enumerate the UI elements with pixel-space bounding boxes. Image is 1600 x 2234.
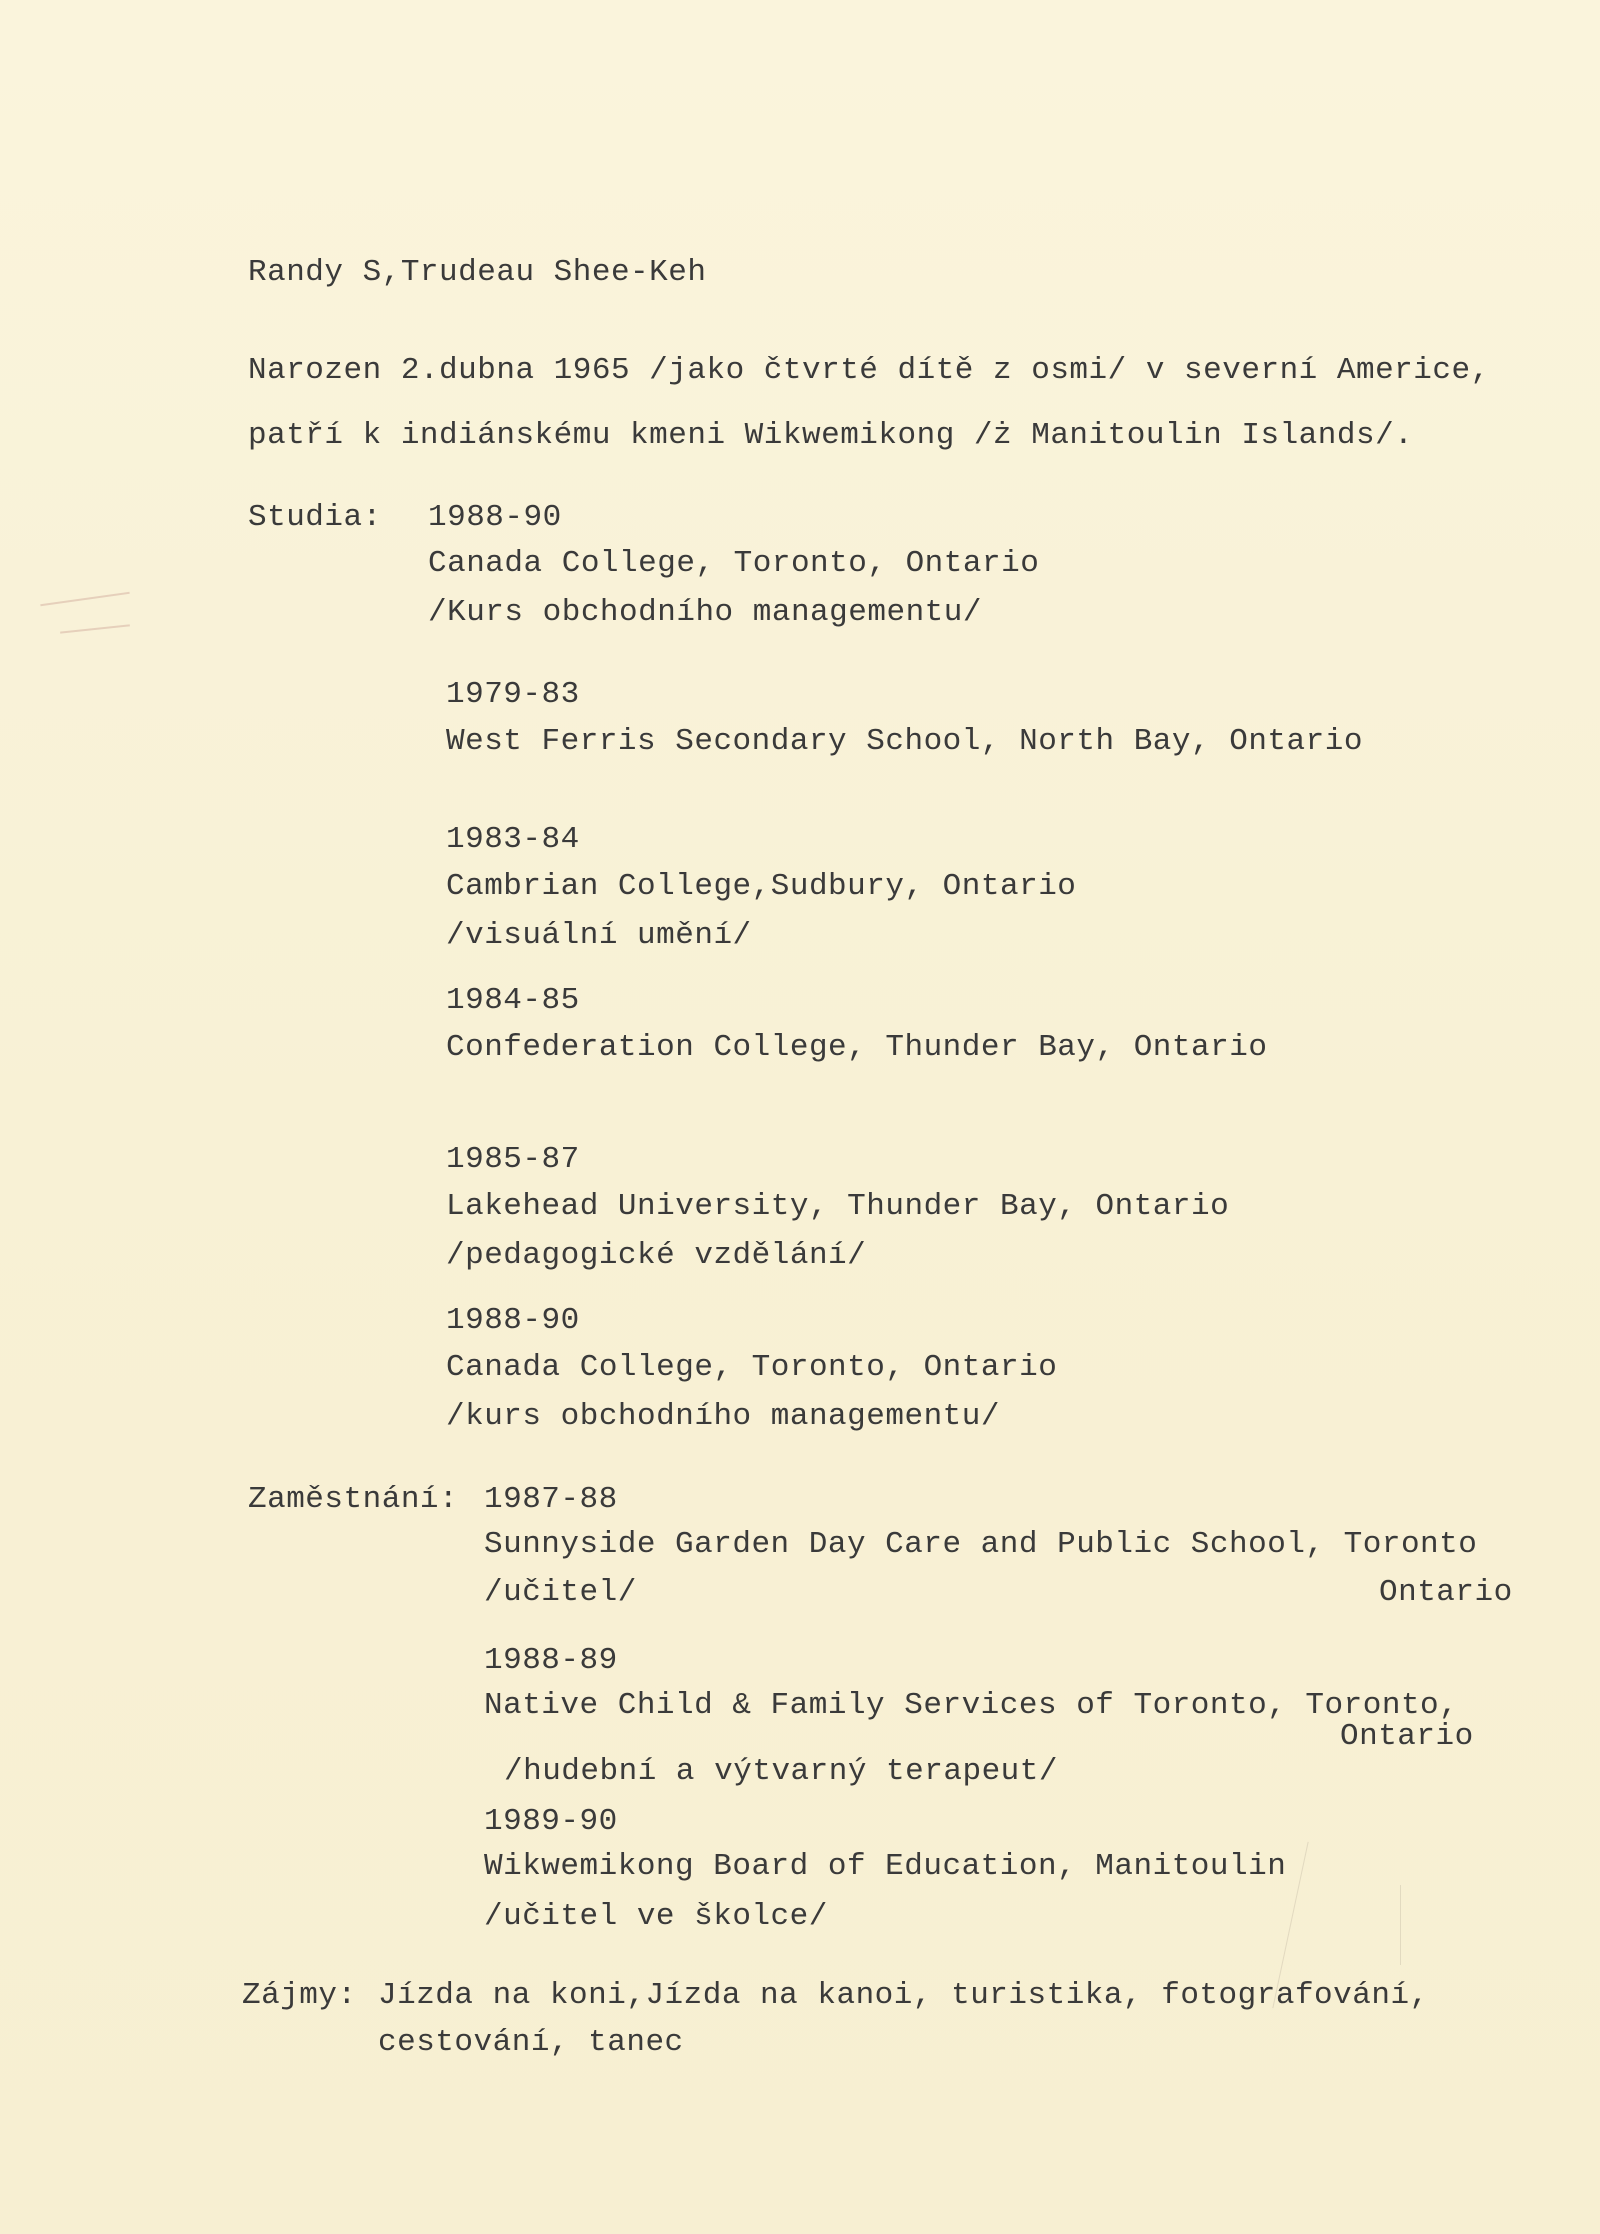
studia-note: /Kurs obchodního managementu/ bbox=[428, 595, 982, 630]
pencil-mark bbox=[60, 624, 130, 633]
studia-label: Studia: bbox=[248, 500, 382, 535]
studia-years: 1979-83 bbox=[446, 677, 580, 712]
zajmy-line-1: Jízda na koni,Jízda na kanoi, turistika, fotografování, bbox=[378, 1978, 1429, 2013]
studia-years: 1985-87 bbox=[446, 1142, 580, 1177]
zajmy-line-2: cestování, tanec bbox=[378, 2025, 684, 2060]
birth-line-2: patří k indiánskému kmeni Wikwemikong /ż Manitoulin Islands/. bbox=[248, 418, 1414, 453]
studia-years: 1983-84 bbox=[446, 822, 580, 857]
studia-place: Cambrian College,Sudbury, Ontario bbox=[446, 869, 1077, 904]
job-note: /učitel ve školce/ bbox=[484, 1899, 828, 1934]
studia-years: 1988-90 bbox=[428, 500, 562, 535]
job-place: Native Child & Family Services of Toronto, Toronto, bbox=[484, 1688, 1459, 1723]
job-place: Sunnyside Garden Day Care and Public School, Toronto bbox=[484, 1527, 1478, 1562]
studia-note: /kurs obchodního managementu/ bbox=[446, 1399, 1000, 1434]
studia-years: 1984-85 bbox=[446, 983, 580, 1018]
studia-note: /visuální umění/ bbox=[446, 918, 752, 953]
job-years: 1989-90 bbox=[484, 1804, 618, 1839]
job-years: 1988-89 bbox=[484, 1643, 618, 1678]
job-years: 1987-88 bbox=[484, 1482, 618, 1517]
person-name: Randy S,Trudeau Shee-Keh bbox=[248, 255, 707, 290]
job-note: /hudební a výtvarný terapeut/ bbox=[504, 1754, 1058, 1789]
zajmy-label: Zájmy: bbox=[242, 1978, 357, 2013]
studia-place: Lakehead University, Thunder Bay, Ontario bbox=[446, 1189, 1230, 1224]
job-place-cont: Ontario bbox=[1340, 1719, 1474, 1754]
studia-place: Canada College, Toronto, Ontario bbox=[428, 546, 1040, 581]
zamestnani-label: Zaměstnání: bbox=[248, 1482, 459, 1517]
job-note: /učitel/ bbox=[484, 1575, 637, 1610]
studia-place: West Ferris Secondary School, North Bay, Ontario bbox=[446, 724, 1363, 759]
job-place: Wikwemikong Board of Education, Manitoulin bbox=[484, 1849, 1287, 1884]
studia-place: Confederation College, Thunder Bay, Ontario bbox=[446, 1030, 1268, 1065]
studia-place: Canada College, Toronto, Ontario bbox=[446, 1350, 1058, 1385]
birth-line-1: Narozen 2.dubna 1965 /jako čtvrté dítě z osmi/ v severní Americe, bbox=[248, 353, 1490, 388]
job-place-cont: Ontario bbox=[1379, 1575, 1513, 1610]
studia-years: 1988-90 bbox=[446, 1303, 580, 1338]
paper-crease bbox=[1400, 1885, 1401, 1965]
pencil-mark bbox=[40, 592, 129, 607]
studia-note: /pedagogické vzdělání/ bbox=[446, 1238, 867, 1273]
